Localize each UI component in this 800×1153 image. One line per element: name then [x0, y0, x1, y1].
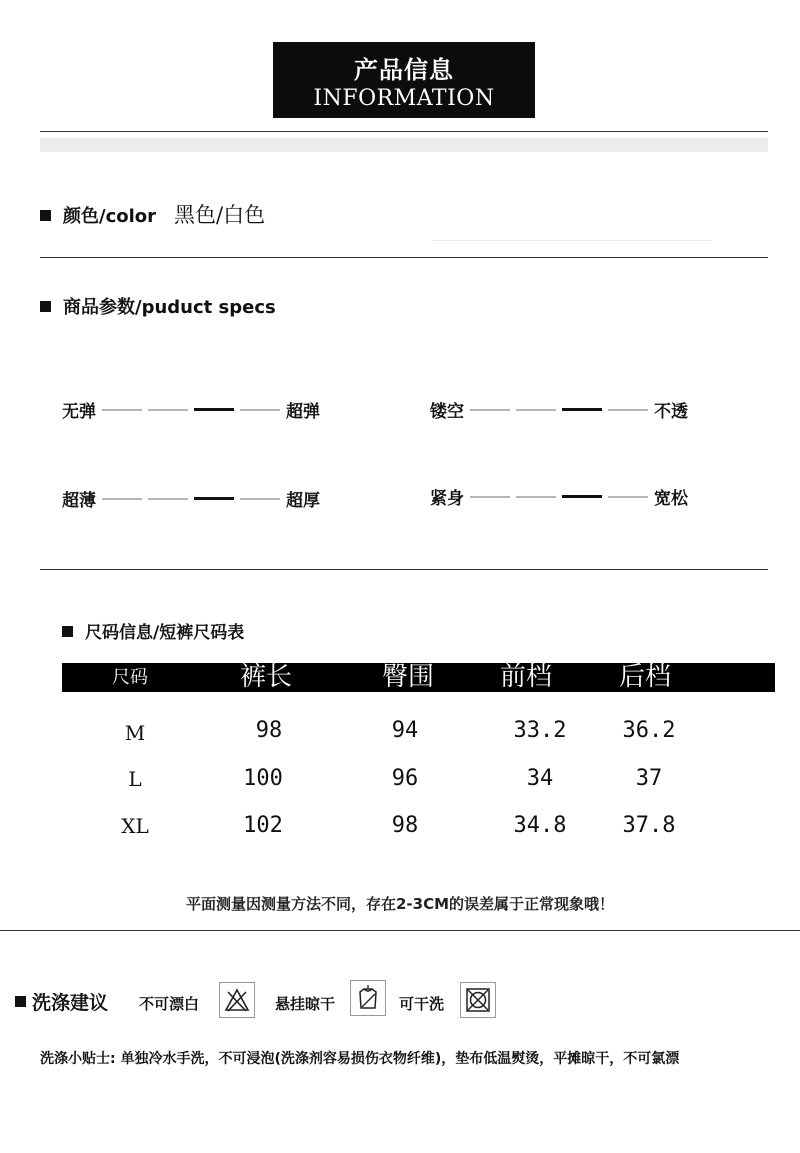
color-section	[40, 199, 265, 229]
cell-back-rise: 37	[635, 766, 663, 791]
measurement-note: 平面测量因测量方法不同，存在2-3CM的误差属于正常现象哦！	[185, 895, 615, 913]
scale-left-label: 超薄	[62, 491, 96, 511]
scale-right-label: 超厚	[286, 491, 320, 511]
specs-label: 商品参数/puduct specs	[63, 297, 276, 318]
cell-hip: 96	[391, 766, 419, 791]
cell-length: 98	[255, 718, 283, 743]
size-section-title	[62, 618, 244, 643]
care-label-hang-dry: 悬挂晾干	[275, 995, 336, 1013]
dry-clean-icon	[460, 982, 496, 1018]
header-cell-size: 尺码	[112, 667, 148, 688]
scale-step-active	[194, 497, 234, 500]
scale-left-label: 镂空	[430, 402, 464, 422]
care-label-no-bleach: 不可漂白	[139, 995, 200, 1013]
divider	[0, 930, 800, 931]
divider	[40, 131, 768, 132]
cell-hip: 94	[391, 718, 419, 743]
header-banner	[273, 42, 535, 118]
cell-size: M	[124, 721, 146, 745]
scale-step-active	[194, 408, 234, 411]
scale-left-label: 紧身	[430, 489, 464, 509]
cell-front-rise: 34.8	[513, 813, 567, 838]
scale-right-label: 不透	[654, 402, 688, 422]
scale-step	[470, 496, 510, 498]
header-cell-hip: 臀围	[382, 662, 435, 692]
header-cell-front-rise: 前档	[500, 662, 553, 692]
scale-step-active	[562, 495, 602, 498]
scale-step	[148, 498, 188, 500]
cell-length: 102	[243, 813, 283, 838]
spec-scale-stretch	[62, 397, 320, 422]
specs-section-title	[40, 293, 276, 319]
header-title-en: INFORMATION	[313, 86, 495, 111]
cell-back-rise: 36.2	[622, 718, 676, 743]
cell-back-rise: 37.8	[622, 813, 676, 838]
wash-tips: 洗涤小贴士: 单独冷水手洗，不可浸泡(洗涤剂容易损伤衣物纤维)，垫布低温熨烫，平摊晾干，不可氯漂	[40, 1051, 680, 1067]
scale-step	[608, 496, 648, 498]
no-bleach-icon	[219, 982, 255, 1018]
bullet-square	[40, 210, 51, 221]
scale-step-active	[562, 408, 602, 411]
scale-right-label: 宽松	[654, 489, 688, 509]
size-label: 尺码信息/短裤尺码表	[85, 623, 245, 643]
spec-scale-opacity	[430, 397, 688, 422]
cell-length: 100	[243, 766, 283, 791]
divider	[40, 569, 768, 570]
scale-step	[240, 409, 280, 411]
scale-step	[102, 498, 142, 500]
cell-front-rise: 34	[526, 766, 554, 791]
scale-step	[516, 409, 556, 411]
cell-front-rise: 33.2	[513, 718, 567, 743]
care-label-dry-clean: 可干洗	[399, 995, 445, 1013]
color-label: 颜色/color	[63, 206, 157, 227]
size-table-header	[62, 663, 775, 692]
wash-section-title	[15, 988, 108, 1015]
bullet-square	[62, 626, 73, 637]
scale-step	[470, 409, 510, 411]
scale-step	[516, 496, 556, 498]
hang-dry-icon	[350, 980, 386, 1016]
bullet-square	[15, 996, 26, 1007]
header-cell-back-rise: 后档	[619, 662, 672, 692]
wash-label: 洗涤建议	[32, 992, 109, 1014]
spec-scale-fit	[430, 484, 688, 509]
faint-line	[432, 240, 712, 241]
scale-left-label: 无弹	[62, 402, 96, 422]
bullet-square	[40, 301, 51, 312]
scale-right-label: 超弹	[286, 402, 320, 422]
scale-step	[240, 498, 280, 500]
scale-step	[148, 409, 188, 411]
scale-step	[608, 409, 648, 411]
cell-size: XL	[121, 814, 149, 838]
header-cell-length: 裤长	[240, 662, 293, 692]
cell-hip: 98	[391, 813, 419, 838]
divider	[40, 257, 768, 258]
scale-step	[102, 409, 142, 411]
spec-scale-thickness	[62, 486, 320, 511]
header-title-cn: 产品信息	[354, 56, 454, 84]
color-value: 黑色/白色	[174, 203, 266, 227]
gray-band	[40, 138, 768, 152]
cell-size: L	[128, 767, 142, 791]
